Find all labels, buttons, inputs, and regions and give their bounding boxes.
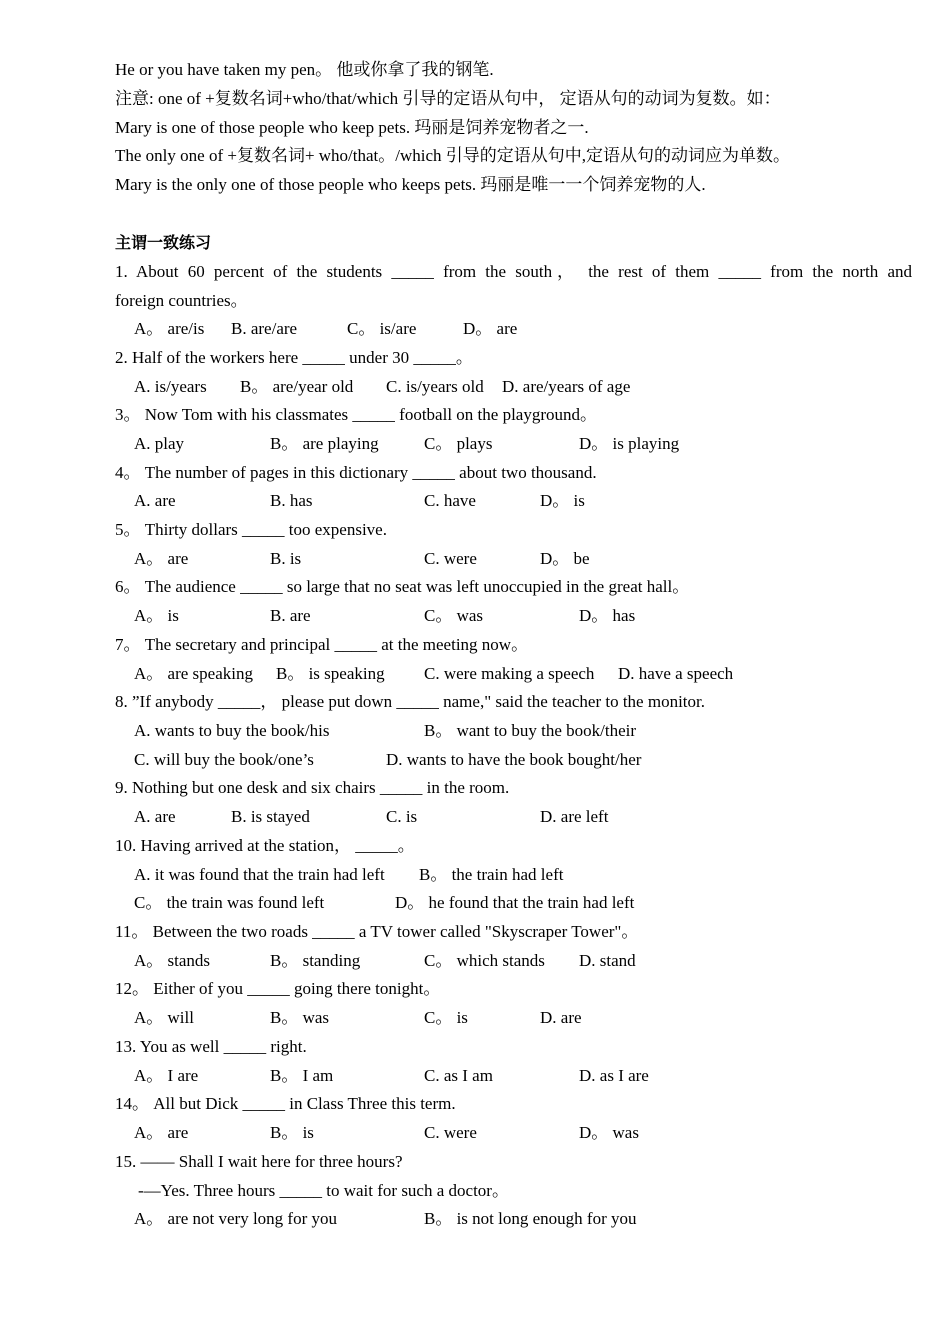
question-2-option-a: A. is/years xyxy=(134,377,207,396)
question-11-option-b: B。 standing xyxy=(270,951,361,970)
question-7-option-a: A。 are speaking xyxy=(134,664,253,683)
question-5-option-b: B. is xyxy=(270,549,302,568)
question-14-option-c: C. were xyxy=(424,1123,477,1142)
question-12-option-c: C。 is xyxy=(424,1008,468,1027)
question-12-option-a: A。 will xyxy=(134,1008,194,1027)
question-2-option-b: B。 are/year old xyxy=(240,377,354,396)
intro-line-2: 注意: one of +复数名词+who/that/which 引导的定语从句中， 定语从句的动词为复数。如： xyxy=(115,89,781,108)
question-1-option-d: D。 are xyxy=(463,319,518,338)
question-14-option-d: D。 was xyxy=(579,1123,639,1142)
question-7-option-d: D. have a speech xyxy=(618,664,734,683)
question-7-option-b: B。 is speaking xyxy=(276,664,385,683)
question-6-option-c: C。 was xyxy=(424,606,484,625)
question-11-option-a: A。 stands xyxy=(134,951,211,970)
intro-line-3: Mary is one of those people who keep pets. 玛丽是饲养宠物者之一. xyxy=(115,118,589,137)
question-2-option-c: C. is/years old xyxy=(386,377,484,396)
question-10-option-a: A. it was found that the train had left xyxy=(134,865,385,884)
question-4-option-a: A. are xyxy=(134,491,176,510)
question-15-option-b: B。 is not long enough for you xyxy=(424,1209,637,1228)
question-6-option-d: D。 has xyxy=(579,606,636,625)
question-1-stem-line-2: foreign countries。 xyxy=(115,291,248,310)
question-9-stem: 9. Nothing but one desk and six chairs _____ in the room. xyxy=(115,778,510,797)
question-9-option-a: A. are xyxy=(134,807,176,826)
question-8-option-c: C. will buy the book/one’s xyxy=(134,750,314,769)
question-10-option-b: B。 the train had left xyxy=(419,865,564,884)
question-11-option-d: D. stand xyxy=(579,951,636,970)
question-5-option-a: A。 are xyxy=(134,549,189,568)
question-11-option-c: C。 which stands xyxy=(424,951,545,970)
question-1-option-b: B. are/are xyxy=(231,319,298,338)
question-12-option-b: B。 was xyxy=(270,1008,330,1027)
question-12-option-d: D. are xyxy=(540,1008,582,1027)
question-13-option-d: D. as I are xyxy=(579,1066,649,1085)
question-9-option-d: D. are left xyxy=(540,807,609,826)
question-4-option-c: C. have xyxy=(424,491,476,510)
question-13-option-a: A。 I are xyxy=(134,1066,199,1085)
question-8-stem: 8. ”If anybody _____， please put down _____ name," said the teacher to the monitor. xyxy=(115,692,705,711)
question-10-option-d: D。 he found that the train had left xyxy=(395,893,635,912)
question-6-stem: 6。 The audience _____ so large that no seat was left unoccupied in the great hall。 xyxy=(115,577,690,596)
question-14-stem: 14。 All but Dick _____ in Class Three this term. xyxy=(115,1094,456,1113)
question-1-option-c: C。 is/are xyxy=(347,319,417,338)
question-7-option-c: C. were making a speech xyxy=(424,664,595,683)
question-8-option-a: A. wants to buy the book/his xyxy=(134,721,330,740)
intro-line-1: He or you have taken my pen。 他或你拿了我的钢笔. xyxy=(115,60,494,79)
question-8-option-b: B。 want to buy the book/their xyxy=(424,721,637,740)
question-4-stem: 4。 The number of pages in this dictionary _____ about two thousand. xyxy=(115,463,597,482)
question-3-option-a: A. play xyxy=(134,434,185,453)
question-13-stem: 13. You as well _____ right. xyxy=(115,1037,307,1056)
question-4-option-b: B. has xyxy=(270,491,313,510)
question-15-stem-line-2: -—Yes. Three hours _____ to wait for such a doctor。 xyxy=(138,1181,509,1200)
question-6-option-b: B. are xyxy=(270,606,311,625)
question-6-option-a: A。 is xyxy=(134,606,179,625)
question-10-option-c: C。 the train was found left xyxy=(134,893,325,912)
question-14-option-b: B。 is xyxy=(270,1123,314,1142)
question-5-option-c: C. were xyxy=(424,549,477,568)
question-15-stem-line-1: 15. —— Shall I wait here for three hours? xyxy=(115,1152,403,1171)
question-3-stem: 3。 Now Tom with his classmates _____ football on the playground。 xyxy=(115,405,598,424)
intro-line-4: The only one of +复数名词+ who/that。/which 引导的定语从句中,定语从句的动词应为单数。 xyxy=(115,146,791,165)
question-11-stem: 11。 Between the two roads _____ a TV tower called "Skyscraper Tower"。 xyxy=(115,922,639,941)
question-3-option-c: C。 plays xyxy=(424,434,493,453)
question-1-stem-line-1: 1. About 60 percent of the students _____ from the south， the rest of them _____ from the north and xyxy=(115,262,912,281)
section-heading: 主谓一致练习 xyxy=(115,233,212,252)
question-1-option-a: A。 are/is xyxy=(134,319,205,338)
question-5-stem: 5。 Thirty dollars _____ too expensive. xyxy=(115,520,387,539)
question-8-option-d: D. wants to have the book bought/her xyxy=(386,750,642,769)
intro-line-5: Mary is the only one of those people who keeps pets. 玛丽是唯一一个饲养宠物的人. xyxy=(115,175,706,194)
question-9-option-b: B. is stayed xyxy=(231,807,310,826)
question-3-option-b: B。 are playing xyxy=(270,434,379,453)
question-10-stem: 10. Having arrived at the station， _____。 xyxy=(115,836,415,855)
question-14-option-a: A。 are xyxy=(134,1123,189,1142)
question-3-option-d: D。 is playing xyxy=(579,434,680,453)
question-5-option-d: D。 be xyxy=(540,549,590,568)
question-2-stem: 2. Half of the workers here _____ under 30 _____。 xyxy=(115,348,473,367)
question-4-option-d: D。 is xyxy=(540,491,585,510)
question-12-stem: 12。 Either of you _____ going there tonight。 xyxy=(115,979,441,998)
question-7-stem: 7。 The secretary and principal _____ at the meeting now。 xyxy=(115,635,529,654)
question-13-option-b: B。 I am xyxy=(270,1066,334,1085)
question-2-option-d: D. are/years of age xyxy=(502,377,631,396)
question-15-option-a: A。 are not very long for you xyxy=(134,1209,338,1228)
question-13-option-c: C. as I am xyxy=(424,1066,493,1085)
question-9-option-c: C. is xyxy=(386,807,418,826)
